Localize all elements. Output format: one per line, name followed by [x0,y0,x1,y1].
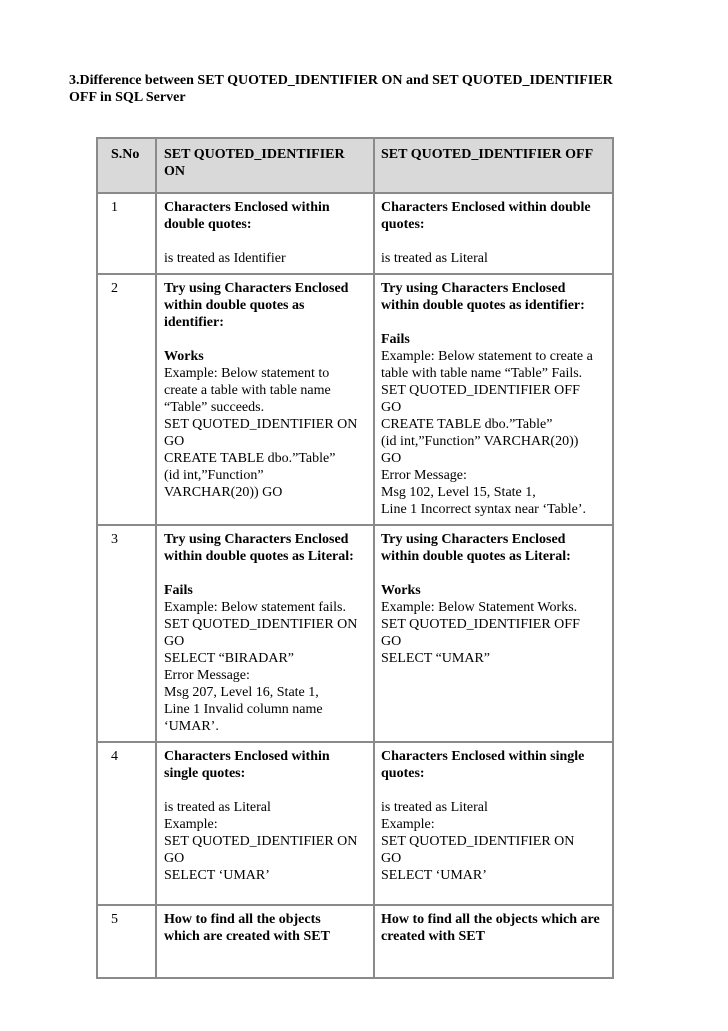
header-off: SET QUOTED_IDENTIFIER OFF [374,138,613,193]
spacer [381,782,606,799]
on-text-line: SET QUOTED_IDENTIFIER ON [164,417,358,432]
off-text-line: GO [381,451,402,466]
header-on: SET QUOTED_IDENTIFIER ON [156,138,374,193]
on-title-line: Characters Enclosed within [164,200,330,215]
off-text-line: SET QUOTED_IDENTIFIER OFF [381,383,580,398]
off-title-line: within double quotes as Literal: [381,549,571,564]
table-header-row [97,138,613,193]
off-text-line: Error Message: [381,468,467,483]
on-text-line: GO [164,434,185,449]
off-title-line: Characters Enclosed within double [381,200,591,215]
off-title-line: Characters Enclosed within single [381,749,585,764]
spacer [381,233,606,250]
off-text-line: Line 1 Incorrect syntax near ‘Table’. [381,502,587,517]
off-text-line: GO [381,400,402,415]
off-text-line: Example: [381,817,435,832]
on-title-line: Characters Enclosed within [164,749,330,764]
table-row [97,193,613,274]
on-text-line: Example: Below statement to [164,366,330,381]
cell-on [156,742,374,905]
on-text-line: GO [164,634,185,649]
off-title-line: within double quotes as identifier: [381,298,585,313]
on-text-line: SELECT ‘UMAR’ [164,868,270,883]
spacer [164,233,367,250]
off-title-line: quotes: [381,766,425,781]
on-text-line: Line 1 Invalid column name [164,702,323,717]
spacer [381,565,606,582]
cell-off [374,193,613,274]
on-result: Fails [164,583,193,598]
on-text-line: CREATE TABLE dbo.”Table” [164,451,336,466]
on-text-line: ‘UMAR’. [164,719,219,734]
on-title-line: Try using Characters Enclosed [164,281,349,296]
off-text-line: Example: Below Statement Works. [381,600,578,615]
cell-sno: 2 [97,274,156,525]
spacer [164,782,367,799]
off-result: Works [381,583,421,598]
off-title-line: quotes: [381,217,425,232]
on-result: Works [164,349,204,364]
off-title-line: Try using Characters Enclosed [381,532,566,547]
on-text-line: Example: [164,817,218,832]
off-text-line: SELECT “UMAR” [381,651,491,666]
on-text-line: is treated as Literal [164,800,271,815]
table-row [97,274,613,525]
cell-sno: 4 [97,742,156,905]
cell-on [156,525,374,742]
on-text-line: SELECT “BIRADAR” [164,651,295,666]
off-title-line: How to find all the objects which are [381,912,600,927]
cell-off [374,274,613,525]
on-text-line: create a table with table name [164,383,331,398]
spacer [164,331,367,348]
off-text-line: SET QUOTED_IDENTIFIER OFF [381,617,580,632]
header-sno: S.No [97,138,156,193]
off-text-line: table with table name “Table” Fails. [381,366,583,381]
on-text-line: Example: Below statement fails. [164,600,346,615]
on-text-line: Msg 207, Level 16, State 1, [164,685,319,700]
cell-sno: 5 [97,905,156,978]
on-title-line: identifier: [164,315,224,330]
off-text-line: SELECT ‘UMAR’ [381,868,487,883]
on-title-line: single quotes: [164,766,246,781]
document-heading [69,72,669,106]
off-text-line: Example: Below statement to create a [381,349,593,364]
off-title-line: Try using Characters Enclosed [381,281,566,296]
spacer [381,314,606,331]
cell-sno: 1 [97,193,156,274]
on-text-line: VARCHAR(20)) GO [164,485,283,500]
on-text-line: “Table” succeeds. [164,400,265,415]
heading-line-1: 3.Difference between SET QUOTED_IDENTIFIER ON and SET QUOTED_IDENTIFIER [69,73,613,88]
cell-on [156,905,374,978]
cell-sno: 3 [97,525,156,742]
on-title-line: within double quotes as Literal: [164,549,354,564]
table-row [97,742,613,905]
on-text-line: SET QUOTED_IDENTIFIER ON [164,834,358,849]
off-text-line: is treated as Literal [381,800,488,815]
off-text-line: (id int,”Function” VARCHAR(20)) [381,434,579,449]
on-title-line: Try using Characters Enclosed [164,532,349,547]
off-text-line: Msg 102, Level 15, State 1, [381,485,536,500]
off-title-line: created with SET [381,929,485,944]
table-row [97,905,613,978]
off-result: Fails [381,332,410,347]
off-text-line: is treated as Literal [381,251,488,266]
cell-on [156,193,374,274]
cell-off [374,525,613,742]
on-title-line: which are created with SET [164,929,330,944]
table-row [97,525,613,742]
off-text-line: CREATE TABLE dbo.”Table” [381,417,553,432]
on-title-line: double quotes: [164,217,252,232]
off-text-line: GO [381,851,402,866]
comparison-table [96,137,614,979]
on-title-line: within double quotes as [164,298,305,313]
cell-off [374,905,613,978]
on-text-line: GO [164,851,185,866]
on-text-line: is treated as Identifier [164,251,286,266]
cell-on [156,274,374,525]
on-title-line: How to find all the objects [164,912,321,927]
spacer [164,565,367,582]
off-text-line: GO [381,634,402,649]
cell-off [374,742,613,905]
on-text-line: (id int,”Function” [164,468,264,483]
off-text-line: SET QUOTED_IDENTIFIER ON [381,834,575,849]
on-text-line: SET QUOTED_IDENTIFIER ON [164,617,358,632]
on-text-line: Error Message: [164,668,250,683]
heading-line-2: OFF in SQL Server [69,90,186,105]
